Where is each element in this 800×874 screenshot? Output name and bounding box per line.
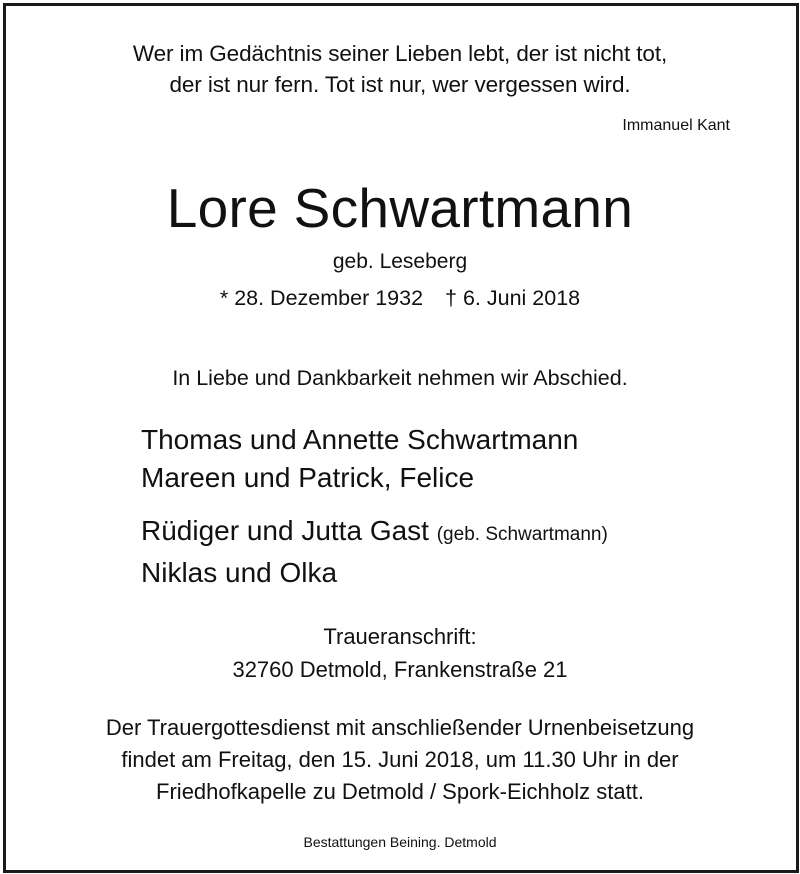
deceased-name: Lore Schwartmann: [166, 177, 634, 239]
farewell-text: In Liebe und Dankbarkeit nehmen wir Abschied.: [172, 366, 628, 390]
family-line: [141, 512, 608, 554]
family-line: Thomas und Annette Schwartmann: [141, 424, 579, 455]
death-date: † 6. Juni 2018: [445, 286, 581, 310]
quote-line-2: der ist nur fern. Tot ist nur, wer vergessen wird.: [169, 72, 631, 97]
quote-line-1: Wer im Gedächtnis seiner Lieben lebt, der ist nicht tot,: [132, 41, 668, 66]
memorial-quote: [0, 38, 800, 100]
birth-date: * 28. Dezember 1932: [219, 286, 424, 310]
service-line-2: findet am Freitag, den 15. Juni 2018, um 11.30 Uhr in der: [121, 747, 679, 772]
quote-author: Immanuel Kant: [622, 117, 730, 134]
mourning-address: [0, 620, 800, 686]
life-dates: [0, 286, 800, 311]
birth-name: geb. Leseberg: [332, 250, 468, 273]
family-group-2: [141, 512, 608, 592]
family-line: Niklas und Olka: [141, 557, 338, 588]
family-group-1: [141, 421, 578, 497]
undertaker-credit: Bestattungen Beining. Detmold: [303, 834, 497, 850]
maiden-name-note: (geb. Schwartmann): [436, 524, 608, 545]
service-line-3: Friedhofkapelle zu Detmold / Spork-Eichholz statt.: [156, 779, 644, 804]
address-label: Traueranschrift:: [323, 624, 477, 649]
service-line-1: Der Trauergottesdienst mit anschließender Urnenbeisetzung: [105, 715, 695, 740]
family-names: Rüdiger und Jutta Gast: [141, 515, 429, 546]
service-info: [0, 712, 800, 808]
family-line: Mareen und Patrick, Felice: [141, 462, 475, 493]
address-value: 32760 Detmold, Frankenstraße 21: [232, 657, 568, 682]
